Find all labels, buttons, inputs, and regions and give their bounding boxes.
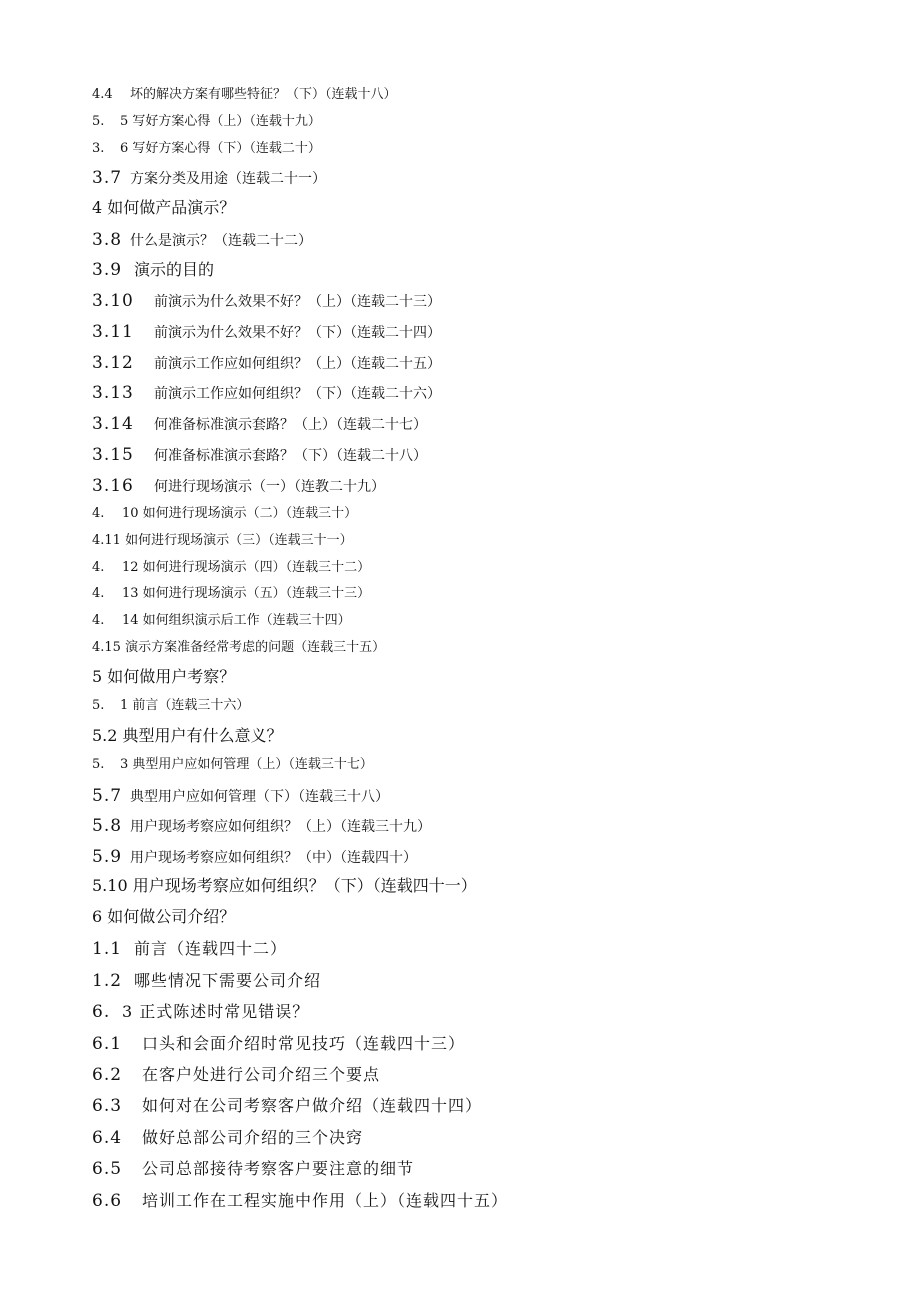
toc-entry: [92, 88, 397, 101]
toc-entry: [92, 416, 427, 433]
toc-text: 做好总部公司介绍的三个决窍: [142, 1128, 364, 1147]
toc-entry: [92, 115, 321, 128]
toc-text: 何进行现场演示（一）（连教二十九）: [154, 479, 385, 495]
toc-text: 6 写好方案心得（下）（连载二十）: [120, 141, 321, 156]
toc-number: 4.: [92, 506, 105, 521]
toc-number: 3.16: [92, 476, 134, 496]
toc-text: 前演示工作应如何组织？（上）（连载二十五）: [154, 356, 441, 372]
toc-number: 6.3: [92, 1096, 123, 1116]
toc-entry: [92, 355, 441, 372]
toc-text: 10 如何进行现场演示（二）（连载三十）: [122, 506, 358, 521]
toc-number: 3.8: [92, 230, 123, 250]
toc-text: 坏的解决方案有哪些特征？（下）（连载十八）: [130, 87, 397, 102]
toc-number: 3.: [92, 141, 105, 156]
toc-entry: [92, 941, 287, 958]
toc-number: 3.14: [92, 414, 134, 434]
toc-text: 4.11 如何进行现场演示（三）（连载三十一）: [92, 533, 353, 548]
toc-text: 3 典型用户应如何管理（上）（连载三十七）: [120, 757, 373, 772]
toc-text: 6 如何做公司介绍？: [92, 907, 236, 926]
toc-number: 3.7: [92, 168, 123, 188]
toc-number: 3.12: [92, 353, 134, 373]
toc-number: 4.: [92, 586, 105, 601]
toc-entry: [92, 293, 441, 310]
toc-text: 演示的目的: [134, 260, 215, 279]
toc-number: 5.8: [92, 816, 123, 836]
toc-text: 5 写好方案心得（上）（连载十九）: [120, 114, 321, 129]
toc-number: 6.1: [92, 1034, 123, 1054]
toc-number: 6.2: [92, 1065, 123, 1085]
toc-text: 前演示工作应如何组织？（下）（连载二十六）: [154, 386, 441, 402]
toc-text: 培训工作在工程实施中作用（上）（连载四十五）: [142, 1191, 509, 1210]
toc-text: 方案分类及用途（连载二十一）: [130, 171, 326, 187]
toc-entry: [92, 478, 385, 495]
toc-entry: [92, 788, 389, 805]
toc-text: 在客户处进行公司介绍三个要点: [142, 1065, 381, 1084]
toc-number: 6.6: [92, 1191, 123, 1211]
toc-text: 什么是演示？（连载二十二）: [130, 233, 312, 249]
toc-heading: [92, 669, 235, 685]
toc-entry: [92, 1130, 363, 1147]
toc-number: 3.10: [92, 291, 134, 311]
toc-text: 用户现场考察应如何组织？（中）（连载四十）: [130, 850, 417, 866]
toc-number: 3.15: [92, 445, 134, 465]
toc-entry: [92, 1067, 380, 1084]
toc-text: 4 如何做产品演示？: [92, 198, 236, 217]
toc-entry: [92, 324, 441, 341]
toc-number: 1.2: [92, 971, 123, 991]
toc-entry: [92, 385, 441, 402]
toc-text: 12 如何进行现场演示（四）（连载三十二）: [122, 560, 371, 575]
toc-entry: [92, 170, 326, 187]
toc-number: 3.9: [92, 260, 123, 280]
toc-text: 13 如何进行现场演示（五）（连载三十三）: [122, 586, 371, 601]
toc-entry: [92, 1193, 508, 1210]
toc-entry: [92, 849, 417, 866]
toc-text: 5.10 用户现场考察应如何组织？（下）（连载四十一）: [92, 876, 477, 895]
toc-text: 口头和会面介绍时常见技巧（连载四十三）: [142, 1034, 466, 1053]
toc-number: 5.: [92, 757, 105, 772]
toc-text: 何准备标准演示套路？（下）（连载二十八）: [154, 448, 427, 464]
toc-entry: [92, 614, 351, 627]
toc-text: 3 正式陈述时常见错误？: [122, 1002, 310, 1021]
toc-number: 5.: [92, 698, 105, 713]
toc-entry: [92, 1098, 482, 1115]
toc-entry: [92, 973, 321, 990]
toc-entry: [92, 507, 357, 520]
toc-number: 3.11: [92, 322, 134, 342]
toc-number: 4.: [92, 560, 105, 575]
toc-number: 3.13: [92, 383, 134, 403]
toc-text: 典型用户应如何管理（下）（连载三十八）: [130, 789, 389, 805]
toc-text: 4.15 演示方案准备经常考虑的问题（连载三十五）: [92, 640, 386, 655]
toc-entry: [92, 641, 385, 654]
toc-number: 4.4: [92, 87, 113, 102]
toc-entry: [92, 447, 427, 464]
toc-text: 前演示为什么效果不好？（上）（连载二十三）: [154, 294, 441, 310]
toc-number: 5.: [92, 114, 105, 129]
toc-entry: [92, 878, 477, 894]
toc-text: 5 如何做用户考察？: [92, 667, 236, 686]
toc-entry: [92, 232, 312, 249]
toc-entry: [92, 1161, 414, 1178]
toc-text: 哪些情况下需要公司介绍: [134, 971, 322, 990]
toc-number: 6.: [92, 1002, 111, 1022]
toc-entry: [92, 758, 373, 771]
toc-number: 6.5: [92, 1159, 123, 1179]
toc-text: 如何对在公司考察客户做介绍（连载四十四）: [142, 1096, 483, 1115]
toc-entry: [92, 1036, 465, 1053]
toc-number: 1.1: [92, 939, 123, 959]
toc-number: 6.4: [92, 1128, 123, 1148]
toc-text: 前言（连载四十二）: [134, 939, 288, 958]
toc-entry: [92, 1004, 309, 1021]
toc-entry: [92, 818, 431, 835]
toc-text: 用户现场考察应如何组织？（上）（连载三十九）: [130, 819, 431, 835]
toc-text: 前演示为什么效果不好？（下）（连载二十四）: [154, 325, 441, 341]
toc-entry: [92, 587, 370, 600]
toc-entry: [92, 699, 249, 712]
toc-heading: [92, 728, 283, 744]
toc-number: 5.7: [92, 786, 123, 806]
toc-entry: [92, 534, 353, 547]
toc-entry: [92, 561, 370, 574]
toc-text: 公司总部接待考察客户要注意的细节: [142, 1159, 415, 1178]
toc-heading: [92, 909, 235, 925]
toc-text: 1 前言（连载三十六）: [120, 698, 250, 713]
toc-heading: [92, 200, 235, 216]
toc-text: 5.2 典型用户有什么意义？: [92, 726, 283, 745]
toc-entry: [92, 142, 321, 155]
toc-text: 何准备标准演示套路？（上）（连载二十七）: [154, 417, 427, 433]
toc-number: 4.: [92, 613, 105, 628]
toc-entry: [92, 262, 214, 279]
toc-text: 14 如何组织演示后工作（连载三十四）: [122, 613, 351, 628]
toc-number: 5.9: [92, 847, 123, 867]
